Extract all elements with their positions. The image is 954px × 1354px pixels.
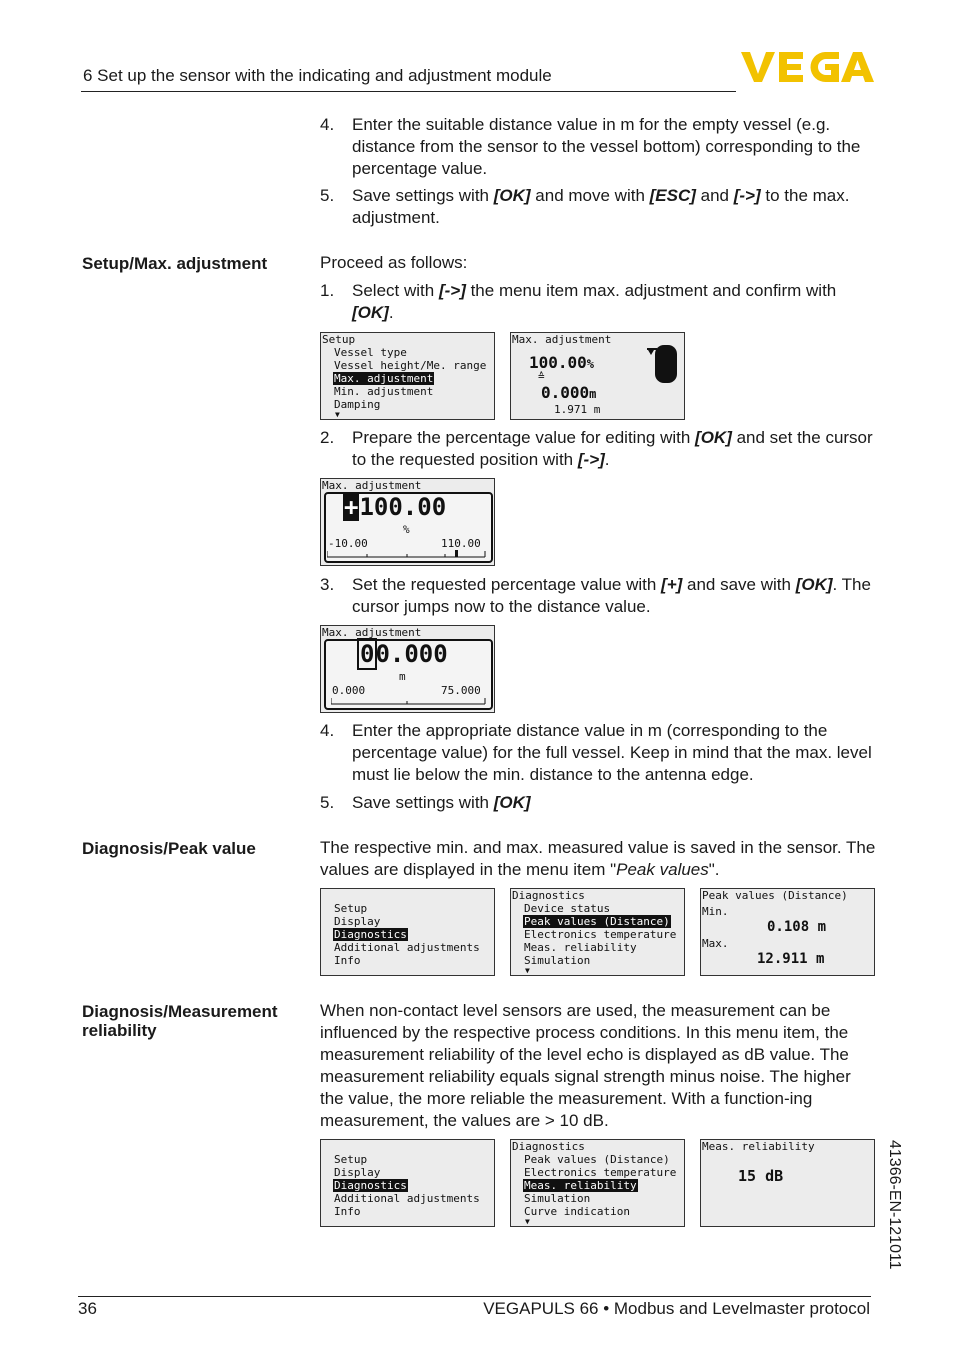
lcd-text: Info — [334, 954, 361, 967]
lcd-main-menu-2 — [320, 1139, 495, 1227]
lcd-text: 1.971 m — [554, 403, 601, 416]
lcd-text: Setup — [334, 902, 368, 915]
lcd-text: Damping — [334, 398, 381, 411]
lcd-diagnostics-menu — [510, 888, 685, 976]
page-number: 36 — [78, 1299, 97, 1318]
lcd-text: 75.000 — [441, 684, 481, 697]
max-adj-intro: Proceed as follows: — [320, 253, 468, 272]
lcd-text: Device status — [524, 902, 611, 915]
range-scale — [327, 549, 487, 559]
lcd-text: Max. adjustment — [512, 333, 612, 346]
lcd-text: 0.000 — [332, 684, 366, 697]
vega-logo — [741, 50, 874, 84]
lcd-edit-distance — [320, 625, 495, 713]
intro-step-5: 5. Save settings with [OK] and move with [ESC] and [->] to the max. adjustment. — [320, 186, 850, 227]
lcd-text: 12.911 m — [757, 951, 825, 967]
lcd-text: Max. adjustment — [322, 626, 422, 639]
max-adj-step-1: 1. Select with [->] the menu item max. adjustment and confirm with [OK]. — [320, 281, 837, 322]
running-header: 6 Set up the sensor with the indicating and adjustment module — [83, 66, 552, 85]
scroll-down-icon: ▼ — [525, 966, 530, 975]
max-adj-step-5: 5. Save settings with [OK] — [320, 793, 531, 812]
lcd-text: 0.000m — [541, 383, 597, 402]
side-heading-reliability: Diagnosis/Measurement reliability — [82, 1002, 278, 1040]
scroll-down-icon: ▼ — [335, 410, 340, 419]
lcd-text: Simulation — [524, 954, 591, 967]
lcd-text: Diagnostics — [512, 889, 585, 902]
lcd-text: m — [399, 670, 406, 683]
lcd-text: 15 dB — [738, 1167, 784, 1185]
lcd-text: Display — [334, 1166, 381, 1179]
lcd-text: Peak values (Distance) — [702, 889, 848, 902]
lcd-text: Peak values (Distance) — [524, 915, 670, 928]
max-adj-step-4: 4. Enter the appropriate distance value in m (corresponding to the percentage value) for the full vessel. Keep in mind that the max. level must lie below the min. distance to the antenna edge. — [320, 721, 872, 784]
lcd-max-adjustment — [510, 332, 685, 420]
lcd-text: -10.00 — [328, 537, 368, 550]
lcd-text: Electronics temperature — [524, 1166, 677, 1179]
range-scale — [331, 696, 487, 706]
max-adj-step-3: 3. Set the requested percentage value with [+] and save with [OK]. The cursor jumps now to the distance value. — [320, 575, 871, 616]
scroll-down-icon: ▼ — [525, 1217, 530, 1226]
lcd-text: Meas. reliability — [702, 1140, 815, 1153]
vessel-full-icon — [645, 343, 683, 387]
lcd-text: Max. adjustment — [334, 372, 434, 385]
lcd-text: Setup — [334, 1153, 368, 1166]
lcd-text: Peak values (Distance) — [524, 1153, 670, 1166]
side-heading-peak-value: Diagnosis/Peak value — [82, 839, 256, 858]
lcd-text: Simulation — [524, 1192, 591, 1205]
lcd-text: Setup — [322, 333, 356, 346]
lcd-setup-menu — [320, 332, 495, 420]
lcd-text: % — [403, 523, 410, 536]
lcd-text: ≙ — [538, 370, 545, 383]
side-heading-max-adjustment: Setup/Max. adjustment — [82, 254, 268, 273]
footer-title: VEGAPULS 66 • Modbus and Levelmaster protocol — [483, 1299, 870, 1318]
lcd-text: Diagnostics — [334, 1179, 407, 1192]
lcd-text: Info — [334, 1205, 361, 1218]
lcd-peak-values — [700, 888, 875, 976]
lcd-text: Min. — [702, 905, 729, 918]
lcd-text: Max. adjustment — [322, 479, 422, 492]
footer-rule — [78, 1296, 871, 1297]
lcd-text: Display — [334, 915, 381, 928]
max-adj-step-2: 2. Prepare the percentage value for editing with [OK] and set the cursor to the requested position with [->]. — [320, 428, 873, 469]
header-rule — [81, 91, 736, 92]
lcd-text: 110.00 — [441, 537, 481, 550]
lcd-text: Meas. reliability — [524, 1179, 637, 1192]
lcd-text: Meas. reliability — [524, 941, 637, 954]
peak-text: The respective min. and max. measured value is saved in the sensor. The values are displayed in the menu item "Peak values". — [320, 838, 876, 879]
lcd-edit-percentage — [320, 478, 495, 566]
lcd-text: Vessel height/Me. range — [334, 359, 487, 372]
lcd-text: +100.00 — [344, 493, 447, 521]
lcd-text: Diagnostics — [334, 928, 407, 941]
lcd-text: Diagnostics — [512, 1140, 585, 1153]
lcd-text: Min. adjustment — [334, 385, 434, 398]
lcd-meas-reliability — [700, 1139, 875, 1227]
intro-step-4: 4. Enter the suitable distance value in m for the empty vessel (e.g. distance from the sensor to the vessel bottom) corresponding to the percentage value. — [320, 115, 861, 178]
lcd-text: 0.108 m — [767, 919, 827, 935]
lcd-text: Electronics temperature — [524, 928, 677, 941]
lcd-diagnostics-menu-2 — [510, 1139, 685, 1227]
lcd-main-menu — [320, 888, 495, 976]
document-code: 41366-EN-121011 — [886, 1140, 903, 1270]
lcd-text: Vessel type — [334, 346, 407, 359]
lcd-text: 00.000 — [360, 640, 448, 668]
lcd-text: Additional adjustments — [334, 1192, 480, 1205]
lcd-text: Additional adjustments — [334, 941, 480, 954]
lcd-text: Max. — [702, 937, 729, 950]
lcd-text: Curve indication — [524, 1205, 630, 1218]
lcd-text: 100.00% — [529, 353, 595, 372]
reliability-text: When non-contact level sensors are used, the measurement can be influenced by the respective process conditions. In this menu item, the measurement reliability of the level echo is displayed as dB value. The measurement reliability equals signal strength minus noise. The higher the value, the more reliable the measurement. With a function-ing measurement, the values are > 10 dB. — [320, 1001, 851, 1130]
